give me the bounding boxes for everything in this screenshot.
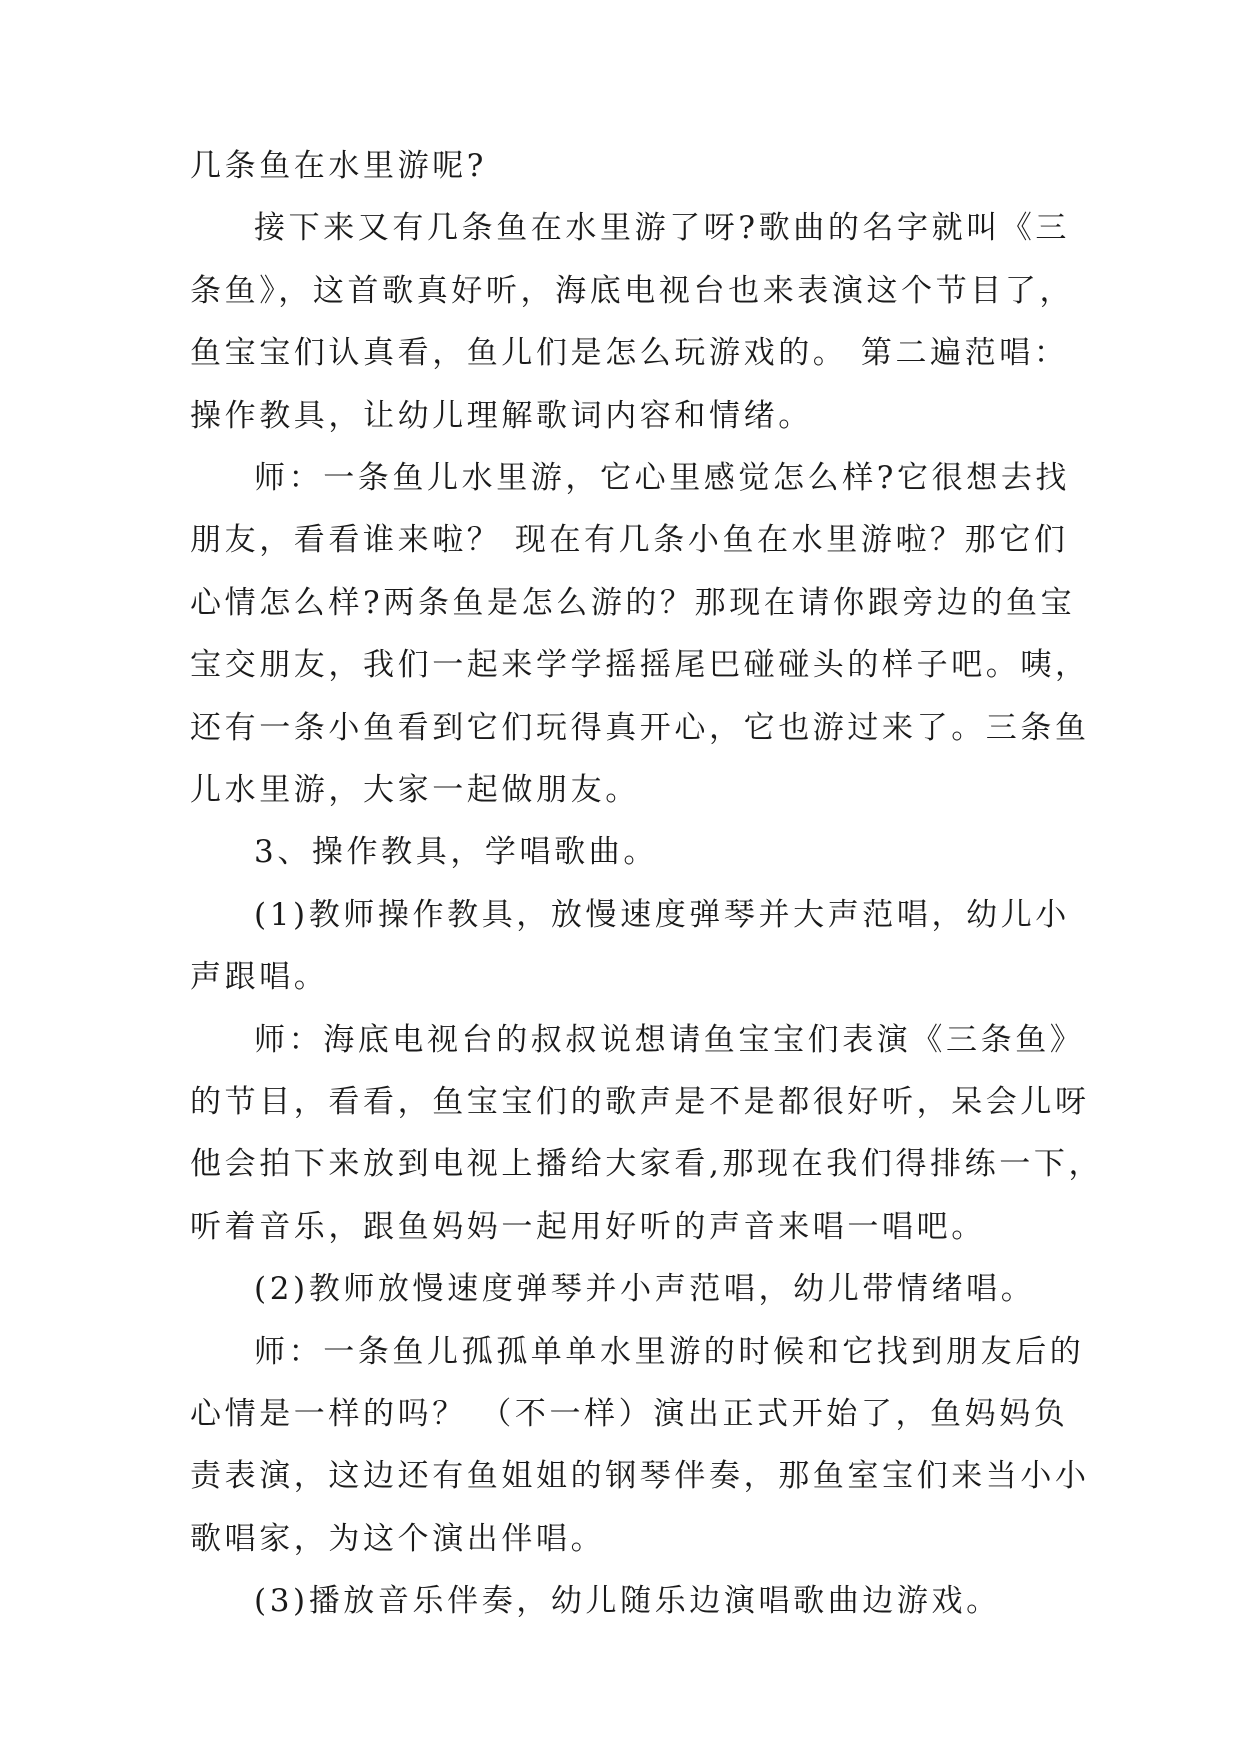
text-line: (3)播放音乐伴奏，幼儿随乐边演唱歌曲边游戏。 (254, 1583, 1001, 1619)
text-line: 鱼宝宝们认真看，鱼儿们是怎么玩游戏的。 第二遍范唱： (190, 335, 1069, 371)
text-line: 还有一条小鱼看到它们玩得真开心，它也游过来了。三条鱼 (190, 710, 1090, 746)
text-line: 心情是一样的吗？ （不一样）演出正式开始了，鱼妈妈负 (190, 1396, 1069, 1432)
text-line: 歌唱家，为这个演出伴唱。 (190, 1521, 606, 1557)
text-line: 几条鱼在水里游呢? (190, 148, 488, 184)
text-line: 的节目，看看，鱼宝宝们的歌声是不是都很好听，呆会儿呀 (190, 1084, 1090, 1120)
text-line: (2)教师放慢速度弹琴并小声范唱，幼儿带情绪唱。 (254, 1271, 1036, 1307)
text-line: 师：一条鱼儿水里游，它心里感觉怎么样?它很想去找 (254, 460, 1071, 496)
text-line: 师：一条鱼儿孤孤单单水里游的时候和它找到朋友后的 (254, 1334, 1085, 1370)
section-heading: 3、操作教具，学唱歌曲。 (254, 834, 658, 870)
text-line: 宝交朋友，我们一起来学学摇摇尾巴碰碰头的样子吧。咦， (190, 647, 1090, 683)
text-line: 接下来又有几条鱼在水里游了呀?歌曲的名字就叫《三 (254, 210, 1071, 246)
text-line: (1)教师操作教具，放慢速度弹琴并大声范唱，幼儿小 (254, 897, 1070, 933)
text-line: 他会拍下来放到电视上播给大家看,那现在我们得排练一下， (190, 1146, 1104, 1182)
text-line: 朋友，看看谁来啦？ 现在有几条小鱼在水里游啦？那它们 (190, 522, 1069, 558)
text-line: 师：海底电视台的叔叔说想请鱼宝宝们表演《三条鱼》 (254, 1022, 1085, 1058)
text-line: 儿水里游，大家一起做朋友。 (190, 772, 640, 808)
text-line: 操作教具，让幼儿理解歌词内容和情绪。 (190, 398, 813, 434)
text-line: 责表演，这边还有鱼姐姐的钢琴伴奏，那鱼室宝们来当小小 (190, 1458, 1090, 1494)
text-line: 听着音乐，跟鱼妈妈一起用好听的声音来唱一唱吧。 (190, 1209, 986, 1245)
text-line: 条鱼》，这首歌真好听，海底电视台也来表演这个节目了， (190, 273, 1075, 309)
text-line: 声跟唱。 (190, 959, 329, 995)
text-line: 心情怎么样?两条鱼是怎么游的？那现在请你跟旁边的鱼宝 (190, 585, 1076, 621)
